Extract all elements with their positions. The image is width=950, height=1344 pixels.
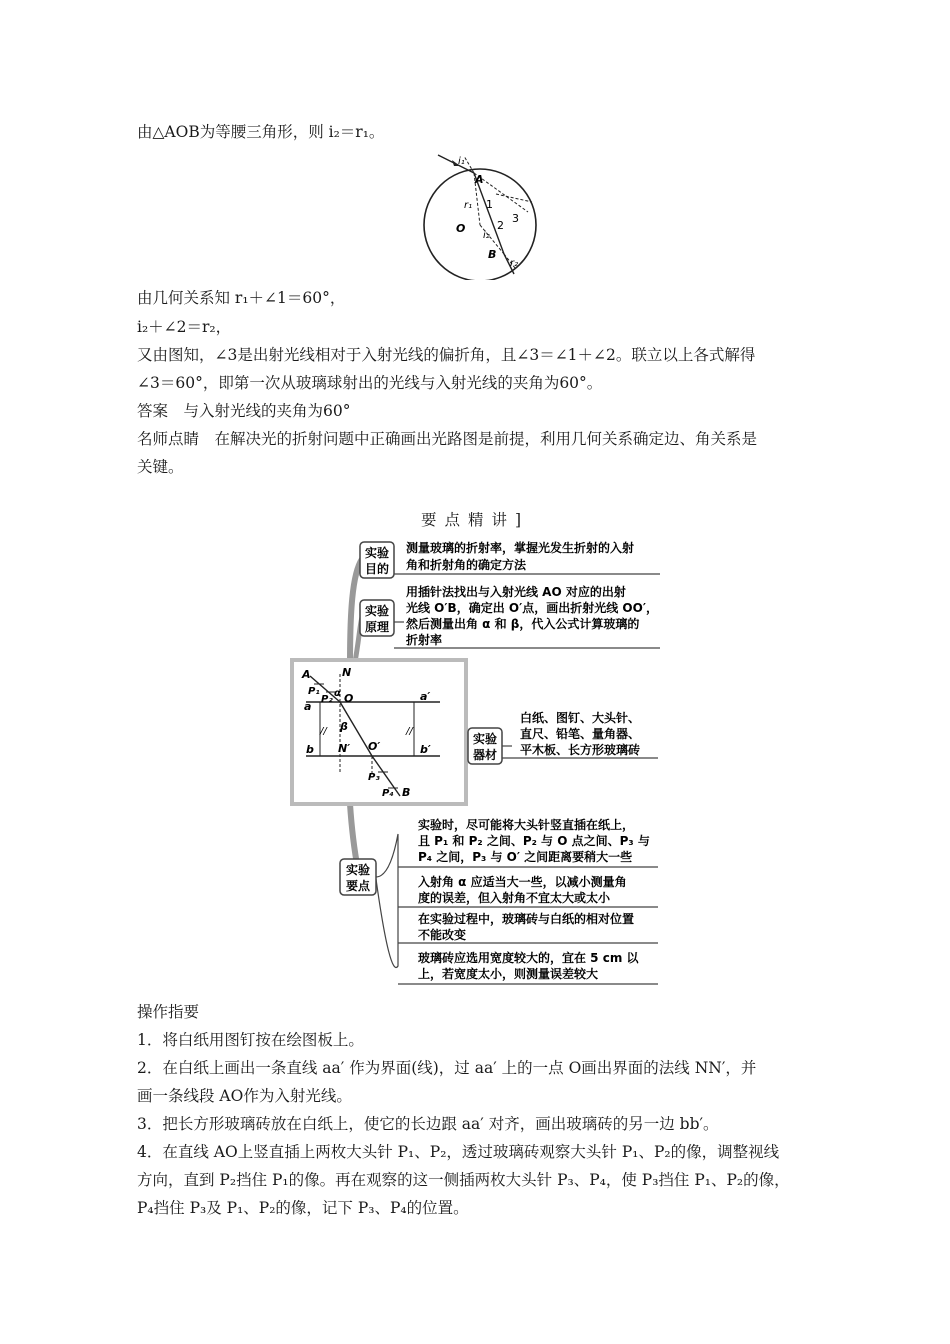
purpose-label-1: 实验 (364, 546, 390, 560)
experiment-mindmap (280, 534, 670, 990)
label-r1: r₁ (464, 200, 473, 211)
text-line-isosceles: 由△AOB为等腰三角形，则 i₂＝r₁。 (137, 123, 385, 141)
guide-step-1: 1．将白纸用图钉按在绘图板上。 (137, 1031, 364, 1049)
label-i2: i₂ (483, 230, 490, 241)
equipment-text-3: 平木板、长方形玻璃砖 (520, 743, 641, 757)
diag-hatch-left: // (320, 726, 327, 737)
diag-label-O: O (344, 692, 354, 705)
equipment-label-2: 器材 (472, 748, 498, 762)
guide-step-2b: 画一条线段 AO作为入射光线。 (137, 1087, 352, 1105)
diag-label-P3: P₃ (368, 772, 380, 783)
label-angle-1: 1 (486, 198, 493, 211)
diag-label-P4: P₄ (382, 788, 394, 799)
point1-line-2: 且 P₁ 和 P₂ 之间、P₂ 与 O 点之间、P₃ 与 (418, 834, 650, 848)
diag-label-a-prime: a′ (420, 690, 431, 703)
points-label-2: 要点 (345, 879, 371, 893)
text-line-result: ∠3＝60°，即第一次从玻璃球射出的光线与入射光线的夹角为60°。 (137, 374, 603, 392)
guide-step-3: 3．把长方形玻璃砖放在白纸上，使它的长边跟 aa′ 对齐，画出玻璃砖的另一边 bb′。 (137, 1115, 719, 1133)
point4-line-2: 上，若宽度太小，则测量误差较大 (418, 967, 599, 981)
equipment-text-1: 白纸、图钉、大头针、 (520, 711, 641, 725)
label-A: A (475, 173, 484, 186)
text-line-deflection: 又由图知，∠3是出射光线相对于入射光线的偏折角，且∠3＝∠1＋∠2。联立以上各式解得 (137, 346, 756, 364)
guide-title: 操作指要 (137, 1003, 200, 1021)
principle-text-3: 然后测量出角 α 和 β，代入公式计算玻璃的 (406, 617, 640, 631)
label-B: B (488, 248, 497, 261)
tip-line-2: 关键。 (137, 458, 184, 476)
purpose-label-2: 目的 (364, 562, 390, 576)
guide-step-2a: 2．在白纸上画出一条直线 aa′ 作为界面(线)，过 aa′ 上的一点 O画出界面的法线 NN′，并 (137, 1059, 757, 1077)
points-label-1: 实验 (345, 863, 371, 877)
diag-label-a: a (304, 700, 312, 713)
point4-line-1: 玻璃砖应选用宽度较大的，宜在 5 cm 以 (418, 951, 639, 965)
answer-line: 答案 与入射光线的夹角为60° (137, 402, 351, 420)
guide-step-4b: 方向，直到 P₂挡住 P₁的像。再在观察的这一侧插两枚大头针 P₃、P₄，使 P₃挡住 P₁、P₂的像， (137, 1171, 790, 1189)
diag-label-b-prime: b′ (420, 743, 431, 756)
diag-label-alpha: α (334, 688, 341, 699)
principle-text-1: 用插针法找出与入射光线 AO 对应的出射 (406, 585, 626, 599)
guide-step-4c: P₄挡住 P₃及 P₁、P₂的像，记下 P₃、P₄的位置。 (137, 1199, 469, 1217)
diag-label-O-prime: O′ (368, 740, 381, 753)
text-line-i2: i₂＋∠2＝r₂， (137, 318, 232, 336)
diag-label-N-prime: N′ (338, 742, 351, 755)
diag-label-N: N (342, 666, 352, 679)
equipment-label-1: 实验 (472, 732, 498, 746)
principle-label-2: 原理 (364, 620, 390, 634)
principle-text-2: 光线 O′B，确定出 O′点，画出折射光线 OO′， (406, 601, 658, 615)
sphere-refraction-figure (400, 150, 550, 280)
diag-label-B: B (402, 786, 411, 799)
label-angle-2: 2 (497, 219, 504, 232)
diag-label-P2: P₂ (321, 694, 333, 705)
purpose-text-2: 角和折射角的确定方法 (406, 558, 527, 572)
label-angle-3: 3 (512, 212, 519, 225)
equipment-text-2: 直尺、铅笔、量角器、 (520, 727, 641, 741)
point2-line-2: 度的误差，但入射角不宜太大或太小 (418, 891, 611, 905)
diag-label-beta: β (340, 720, 348, 733)
label-O: O (456, 222, 466, 235)
label-i1: i₁ (458, 156, 465, 167)
text-line-r1: 由几何关系知 r₁＋∠1＝60°， (137, 289, 346, 307)
point3-line-2: 不能改变 (418, 928, 467, 942)
point3-line-1: 在实验过程中，玻璃砖与白纸的相对位置 (418, 912, 635, 926)
label-r2: r₂ (510, 258, 519, 269)
principle-label-1: 实验 (364, 604, 390, 618)
point2-line-1: 入射角 α 应适当大一些，以减小测量角 (418, 875, 627, 889)
diag-label-A: A (302, 668, 311, 681)
diag-label-b: b (306, 743, 314, 756)
diag-hatch-right: // (406, 726, 413, 737)
diag-label-P1: P₁ (308, 686, 320, 697)
guide-step-4a: 4．在直线 AO上竖直插上两枚大头针 P₁、P₂，透过玻璃砖观察大头针 P₁、P₂的像，调整视线 (137, 1143, 780, 1161)
principle-text-4: 折射率 (406, 633, 443, 647)
point1-line-3: P₄ 之间，P₃ 与 O′ 之间距离要稍大一些 (418, 850, 633, 864)
tip-line-1: 名师点睛 在解决光的折射问题中正确画出光路图是前提，利用几何关系确定边、角关系是 (137, 430, 758, 448)
section-title: 要点精讲] (420, 511, 530, 529)
purpose-text-1: 测量玻璃的折射率，掌握光发生折射的入射 (406, 541, 635, 555)
point1-line-1: 实验时，尽可能将大头针竖直插在纸上， (418, 818, 635, 832)
